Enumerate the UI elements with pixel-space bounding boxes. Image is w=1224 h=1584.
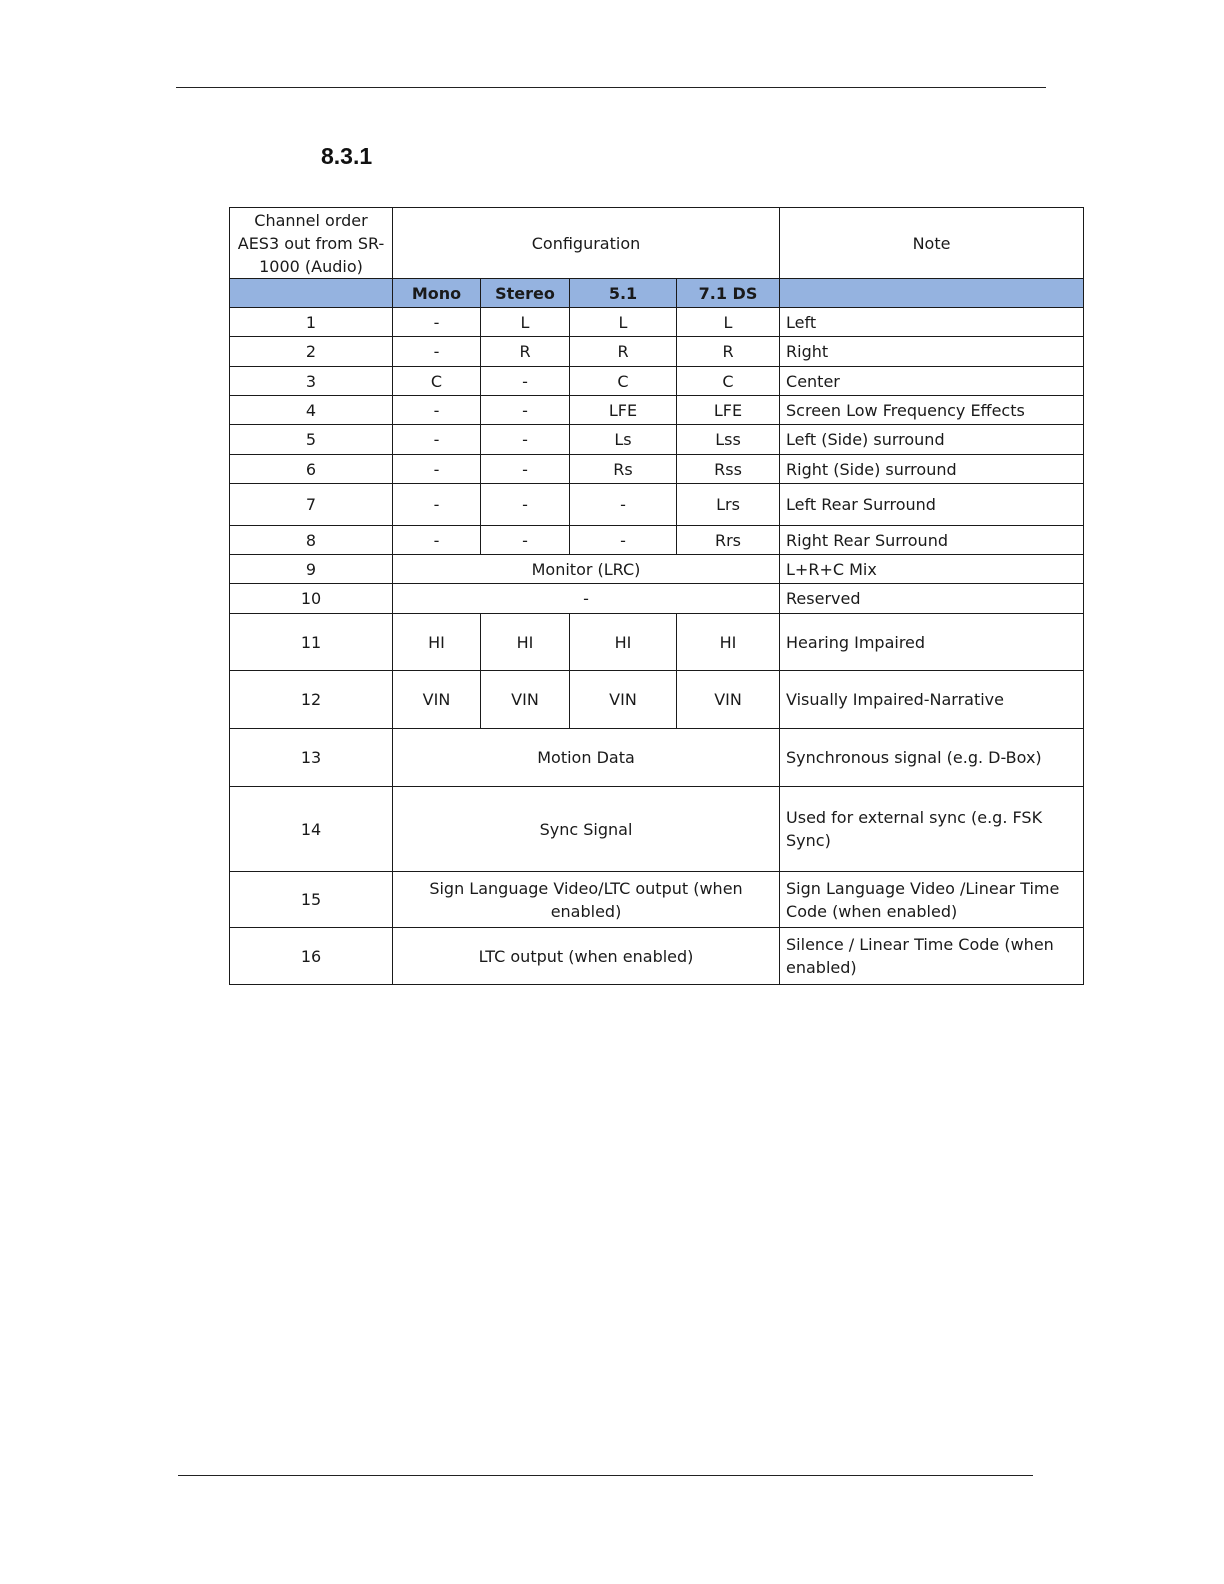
cell-stereo: VIN — [481, 671, 570, 729]
cell-note: Sign Language Video /Linear Time Code (when enabled) — [780, 872, 1084, 928]
cell-mono: - — [393, 308, 481, 337]
cell-note: Reserved — [780, 584, 1084, 614]
cell-5-1: HI — [570, 614, 677, 671]
cell-5-1: R — [570, 337, 677, 367]
table-row — [230, 671, 1084, 729]
cell-channel: 8 — [230, 526, 393, 555]
cell-note: Hearing Impaired — [780, 614, 1084, 671]
cell-note: Used for external sync (e.g. FSK Sync) — [780, 787, 1084, 872]
subheader-mono: Mono — [393, 279, 481, 308]
cell-note: Center — [780, 367, 1084, 396]
cell-mono: - — [393, 396, 481, 425]
cell-stereo: - — [481, 455, 570, 484]
table-row — [230, 729, 1084, 787]
table-row — [230, 928, 1084, 985]
cell-5-1: Ls — [570, 425, 677, 455]
subheader-5-1: 5.1 — [570, 279, 677, 308]
cell-channel: 3 — [230, 367, 393, 396]
cell-note: Visually Impaired-Narrative — [780, 671, 1084, 729]
table-row — [230, 484, 1084, 526]
cell-7-1-ds: HI — [677, 614, 780, 671]
cell-5-1: C — [570, 367, 677, 396]
table-row — [230, 872, 1084, 928]
cell-7-1-ds: C — [677, 367, 780, 396]
cell-channel: 9 — [230, 555, 393, 584]
header-configuration: Configuration — [393, 208, 780, 279]
header-channel-order: Channel order AES3 out from SR-1000 (Audio) — [230, 208, 393, 279]
cell-5-1: L — [570, 308, 677, 337]
cell-stereo: R — [481, 337, 570, 367]
cell-channel: 6 — [230, 455, 393, 484]
cell-mono: - — [393, 455, 481, 484]
cell-note: Right — [780, 337, 1084, 367]
cell-stereo: L — [481, 308, 570, 337]
cell-configuration-merged: Motion Data — [393, 729, 780, 787]
cell-7-1-ds: Lss — [677, 425, 780, 455]
cell-mono: - — [393, 484, 481, 526]
cell-7-1-ds: LFE — [677, 396, 780, 425]
subheader-stereo: Stereo — [481, 279, 570, 308]
table-row — [230, 787, 1084, 872]
cell-note: Right Rear Surround — [780, 526, 1084, 555]
subheader-note-blank — [780, 279, 1084, 308]
cell-mono: - — [393, 526, 481, 555]
table-row — [230, 555, 1084, 584]
cell-stereo: - — [481, 396, 570, 425]
cell-note: Silence / Linear Time Code (when enabled) — [780, 928, 1084, 985]
cell-mono: C — [393, 367, 481, 396]
table-row — [230, 396, 1084, 425]
cell-5-1: - — [570, 484, 677, 526]
cell-5-1: - — [570, 526, 677, 555]
cell-channel: 12 — [230, 671, 393, 729]
cell-note: Left — [780, 308, 1084, 337]
header-rule — [176, 87, 1046, 88]
cell-7-1-ds: Rss — [677, 455, 780, 484]
table-row — [230, 425, 1084, 455]
table-row — [230, 455, 1084, 484]
cell-channel: 7 — [230, 484, 393, 526]
cell-stereo: - — [481, 484, 570, 526]
channel-order-table — [229, 207, 1084, 985]
table-row — [230, 614, 1084, 671]
cell-5-1: Rs — [570, 455, 677, 484]
cell-mono: HI — [393, 614, 481, 671]
cell-configuration-merged: Sync Signal — [393, 787, 780, 872]
cell-channel: 10 — [230, 584, 393, 614]
cell-channel: 11 — [230, 614, 393, 671]
cell-mono: - — [393, 425, 481, 455]
table-row — [230, 367, 1084, 396]
footer-rule — [178, 1475, 1033, 1476]
cell-channel: 13 — [230, 729, 393, 787]
cell-configuration-merged: Sign Language Video/LTC output (when enabled) — [393, 872, 780, 928]
table-row — [230, 584, 1084, 614]
cell-channel: 2 — [230, 337, 393, 367]
cell-stereo: - — [481, 526, 570, 555]
table-row — [230, 526, 1084, 555]
cell-5-1: LFE — [570, 396, 677, 425]
cell-channel: 14 — [230, 787, 393, 872]
cell-note: Screen Low Frequency Effects — [780, 396, 1084, 425]
cell-mono: VIN — [393, 671, 481, 729]
cell-7-1-ds: L — [677, 308, 780, 337]
cell-note: Right (Side) surround — [780, 455, 1084, 484]
cell-channel: 1 — [230, 308, 393, 337]
cell-channel: 16 — [230, 928, 393, 985]
subheader-blank — [230, 279, 393, 308]
cell-mono: - — [393, 337, 481, 367]
cell-7-1-ds: R — [677, 337, 780, 367]
section-heading: 8.3.1 — [321, 143, 373, 169]
cell-configuration-merged: LTC output (when enabled) — [393, 928, 780, 985]
cell-7-1-ds: VIN — [677, 671, 780, 729]
cell-channel: 5 — [230, 425, 393, 455]
cell-stereo: HI — [481, 614, 570, 671]
cell-channel: 15 — [230, 872, 393, 928]
subheader-7-1-ds: 7.1 DS — [677, 279, 780, 308]
cell-configuration-merged: Monitor (LRC) — [393, 555, 780, 584]
table-row — [230, 337, 1084, 367]
cell-note: L+R+C Mix — [780, 555, 1084, 584]
cell-note: Synchronous signal (e.g. D-Box) — [780, 729, 1084, 787]
cell-configuration-merged: - — [393, 584, 780, 614]
cell-7-1-ds: Rrs — [677, 526, 780, 555]
cell-stereo: - — [481, 425, 570, 455]
cell-channel: 4 — [230, 396, 393, 425]
cell-note: Left (Side) surround — [780, 425, 1084, 455]
cell-note: Left Rear Surround — [780, 484, 1084, 526]
cell-7-1-ds: Lrs — [677, 484, 780, 526]
cell-5-1: VIN — [570, 671, 677, 729]
cell-stereo: - — [481, 367, 570, 396]
table-row — [230, 308, 1084, 337]
header-note: Note — [780, 208, 1084, 279]
